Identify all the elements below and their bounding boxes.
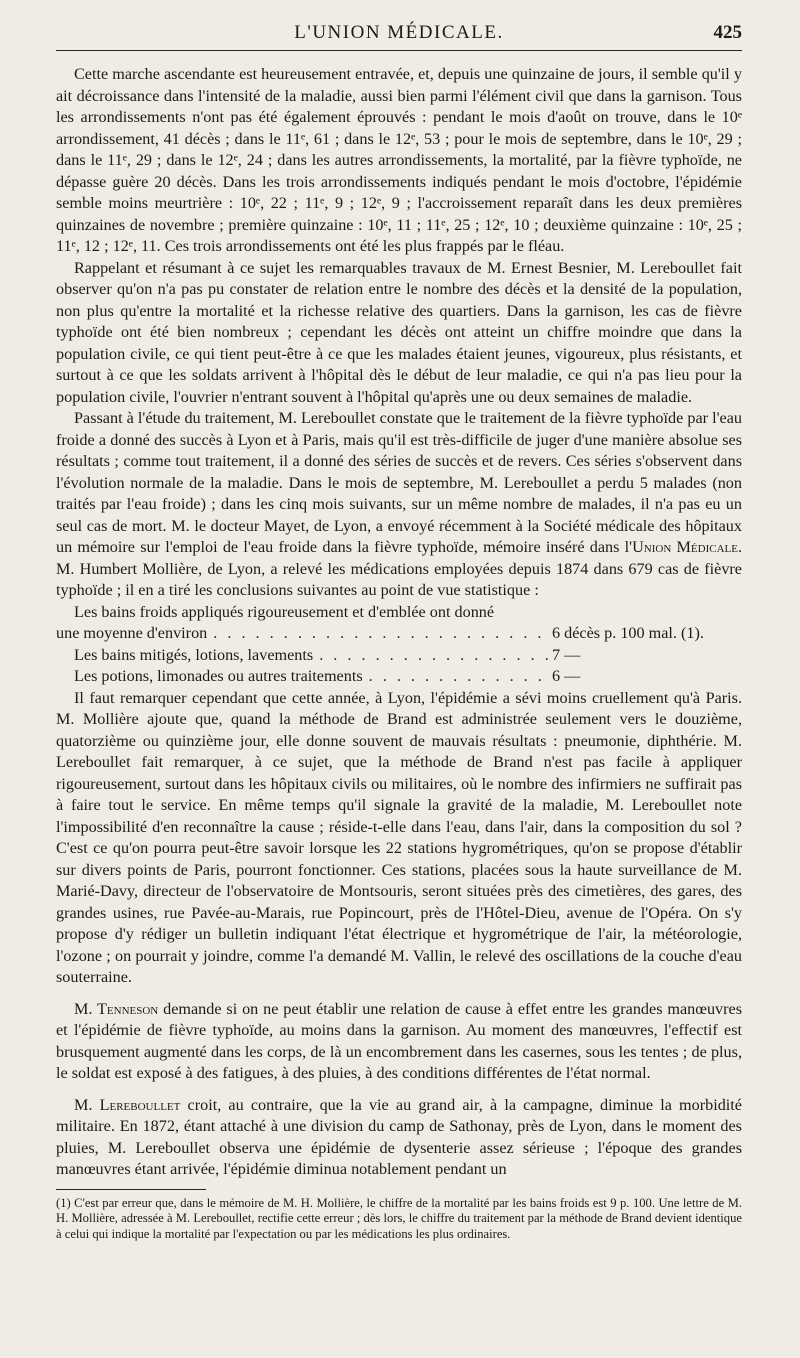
article-body	[56, 64, 742, 1181]
paragraph-besnier-observations: Rappelant et résumant à ce sujet les remarquables travaux de M. Ernest Besnier, M. Lereboullet fait observer qu'on n'a pas pu constater de relation entre le nombre des décès et la densité de la population, non plus qu'entre la mortalité et la richesse relative des quartiers. Dans la garnison, les cas de fièvre typhoïde ont été bien nombreux ; cependant les décès ont atteint un chiffre moindre que dans la population civile, ce qui tient peut-être à ce que les malades étaient jeunes, vigoureux, plus résistants, et surtout à ce que les soldats arrivent à l'hôpital dès le début de leur maladie, ce qui n'a pas lieu pour la population civile, l'ouvrier n'entrant souvent à l'hôpital qu'après une ou deux semaines de maladie.	[56, 258, 742, 406]
paragraph-lyon-comparison: Il faut remarquer cependant que cette année, à Lyon, l'épidémie a sévi moins cruellement qu'à Paris. M. Mollière ajoute que, quand la méthode de Brand est administrée seulement vers le douzième, quatorzième ou quinzième jour, elle donne souvent de mauvais résultats : pneumonie, diphthérie. M. Lereboullet fait remarquer, à ce sujet, que la méthode de Brand n'est pas facile à appliquer rigoureusement, surtout dans les hôpitaux civils ou militaires, où le nombre des infirmiers ne suffirait pas à faire tout le service. En même temps qu'il signale la gravité de la maladie, M. Lereboullet note l'impossibilité d'en reconnaître la cause ; réside-t-elle dans l'eau, dans l'air, dans la composition du sol ? C'est ce qu'on pourra peut-être savoir lorsque les 22 stations hygrométriques, qu'on se propose d'établir sur divers points de Paris, pourront fonctionner. Ces stations, placées sous la haute surveillance de M. Marié-Davy, directeur de l'observatoire de Montsouris, seront situées près des cimetières, des gares, des grandes usines, rue Pavée-au-Marais, rue Popincourt, près de l'Hôtel-Dieu, avenue de l'Opéra. On s'y propose d'y rédiger un bulletin indiquant l'état électrique et hygrométrique de l'air, la météorologie, l'ozone ; on pourrait y joindre, comme l'a demandé M. Vallin, le relevé des oscillations de la couche d'eau souterraine.	[56, 688, 742, 986]
footnote: (1) C'est par erreur que, dans le mémoire de M. H. Mollière, le chiffre de la mortalité par les bains froids est 9 p. 100. Une lettre de M. H. Mollière, adressée à M. Lereboullet, rectifie cette erreur ; dès lors, le chiffre du traitement par la méthode de Brand devient identique à celui qui indique la mortalité par l'expectation ou par les médications les plus ordinaires.	[56, 1195, 742, 1241]
stat-row-cold-baths	[56, 623, 742, 645]
paragraph-lereboullet-reply	[56, 1095, 742, 1181]
speaker-name: M. Tenneson	[74, 999, 159, 1018]
speaker-name: M. Lereboullet	[74, 1095, 181, 1114]
page-number: 425	[713, 22, 742, 43]
journal-name: Union Médicale	[632, 538, 738, 556]
lereboullet-text: croit, au contraire, que la vie au grand air, à la campagne, diminue la morbidité militaire. En 1872, étant attaché à une division du camp de Sathonay, près de Lyon, dans le moment des pluies, M. Lereboullet observa une épidémie de dysenterie assez sérieuse ; l'époque des grandes manœuvres étant arrivée, l'épidémie diminua notablement pendant un	[56, 1095, 742, 1178]
stat-value-cold-baths: 6 décès p. 100 mal. (1).	[552, 624, 704, 642]
stat-row-mitigated-baths	[56, 645, 742, 667]
leader-dots	[207, 623, 552, 645]
stat-row-potions	[56, 666, 742, 688]
treatment-text-tail: . M. Humbert Mollière, de Lyon, a relevé les médications employées depuis 1874 dans 679 cas de fièvre typhoïde ; il en a tiré les conclusions suivantes au point de vue statistique :	[56, 538, 743, 599]
paragraph-treatment	[56, 408, 742, 602]
stat-label-cold-baths-line1: Les bains froids appliqués rigoureusement et d'emblée ont donné	[74, 602, 495, 621]
stat-label-cold-baths-line2: une moyenne d'environ	[56, 624, 208, 642]
leader-dots	[363, 666, 552, 688]
stat-label-potions: Les potions, limonades ou autres traitements	[74, 667, 363, 685]
running-head	[56, 20, 742, 51]
treatment-statistics	[56, 602, 742, 688]
stat-value-mitigated-baths: 7 —	[552, 645, 581, 664]
journal-title: L'UNION MÉDICALE.	[294, 22, 504, 43]
tenneson-text: demande si on ne peut établir une relation de cause à effet entre les grandes manœuvres et l'épidémie de fièvre typhoïde, au moins dans la garnison. Au moment des manœuvres, l'effectif est brusquement augmenté dans les corps, de là un encombrement dans les casernes, sous les tentes ; de plus, le soldat est exposé à des fatigues, à des pluies, à des conditions différentes de l'état normal.	[56, 999, 743, 1082]
paragraph-epidemic-decline: Cette marche ascendante est heureusement entravée, et, depuis une quinzaine de jours, il semble qu'il y ait décroissance dans l'intensité de la maladie, aussi bien parmi l'élément civil que dans la garnison. Tous les arrondissements n'ont pas été également éprouvés : pendant le mois d'août on trouve, dans le 10ᵉ arrondissement, 41 décès ; dans le 11ᵉ, 61 ; dans le 12ᵉ, 53 ; pour le mois de septembre, dans le 10ᵉ, 29 ; dans le 11ᵉ, 29 ; dans le 12ᵉ, 24 ; dans les autres arrondissements, la mortalité, par la fièvre typhoïde, ne dépasse guère 20 décès. Dans les trois arrondissements indiqués pendant le mois d'octobre, l'épidémie semble moins meurtrière : 10ᵉ, 22 ; 11ᵉ, 9 ; 12ᵉ, 9 ; l'accroissement reparaît dans les deux premières quinzaines de novembre ; première quinzaine : 10ᵉ, 11 ; 11ᵉ, 25 ; 12ᵉ, 10 ; deuxième quinzaine : 10ᵉ, 25 ; 11ᵉ, 12 ; 12ᵉ, 11. Ces trois arrondissements ont été les plus frappés par le fléau.	[56, 65, 742, 255]
stat-label-mitigated-baths: Les bains mitigés, lotions, lavements	[74, 645, 314, 664]
footnote-rule	[56, 1189, 206, 1190]
treatment-text: Passant à l'étude du traitement, M. Lereboullet constate que le traitement de la fièvre typhoïde par l'eau froide a donné des succès à Lyon et à Paris, mais qu'il est très-difficile de juger d'une manière absolue ses résultats ; comme tout traitement, il a donné des séries de succès et de revers. Ces séries s'observent dans l'évolution normale de la maladie. Dans le mois de septembre, M. Lereboullet a perdu 5 malades (non traités par l'eau froide) ; dans les cinq mois suivants, sur un même nombre de malades, il n'a pas eu un seul cas de mort. M. le docteur Mayet, de Lyon, a envoyé récemment à la Société médicale des hôpitaux un mémoire sur l'emploi de l'eau froide dans la fièvre typhoïde, mémoire inséré dans l'	[56, 409, 742, 556]
paragraph-tenneson	[56, 999, 742, 1085]
stat-value-potions: 6 —	[552, 667, 581, 685]
leader-dots	[313, 645, 552, 667]
